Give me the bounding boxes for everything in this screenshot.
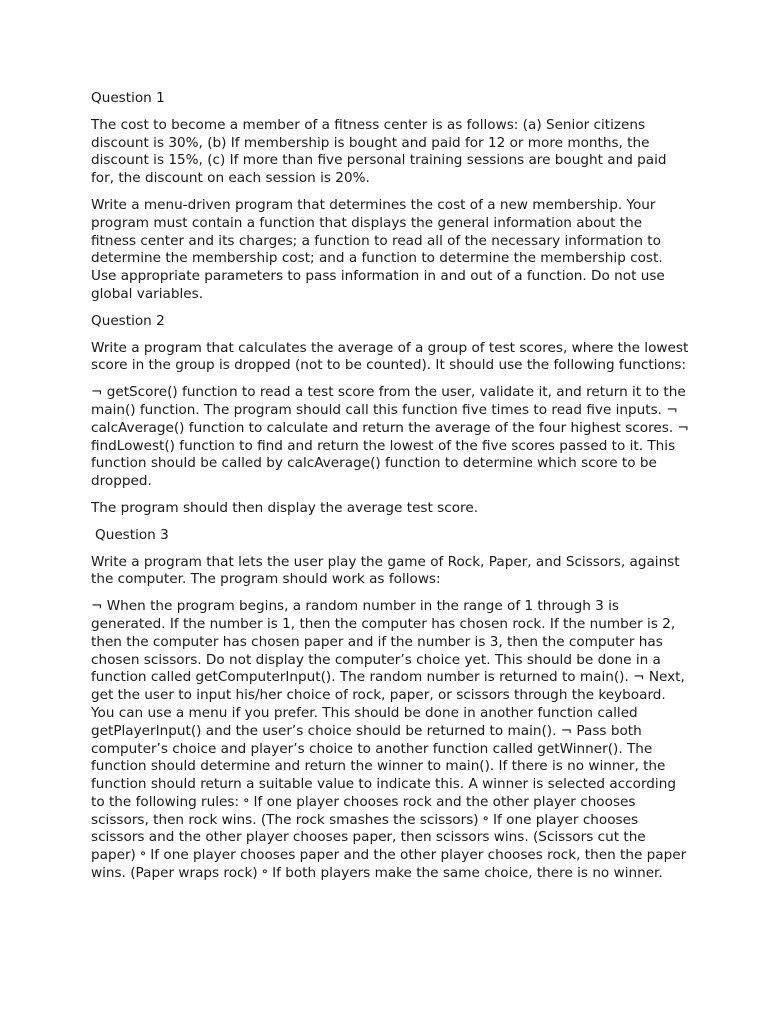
question-2-section [91, 313, 691, 518]
question-2-paragraph-3: The program should then display the average test score. [91, 499, 479, 516]
question-1-heading: Question 1 [91, 90, 165, 106]
question-3-section [91, 527, 691, 883]
question-2-paragraph-2: ¬ getScore() function to read a test score from the user, validate it, and return it to the main() function. The program should call this function five times to read five inputs. ¬ calcAverage() function to calculate and return the average of the four highest scores. ¬ findLowest() function to find and return the lowest of the five scores passed to it. This function should be called by calcAverage() function to determine which score to be dropped. [91, 384, 689, 490]
question-1-section [91, 90, 691, 304]
question-3-heading: Question 3 [95, 526, 169, 543]
question-1-paragraph-2: Write a menu-driven program that determines the cost of a new membership. Your program must contain a function that displays the general information about the fitness center and its charges; a function to read all of the necessary information to determine the membership cost; and a function to determine the membership cost. Use appropriate parameters to pass information in and out of a function. Do not use global variables. [91, 196, 665, 302]
question-3-paragraph-1: Write a program that lets the user play the game of Rock, Paper, and Scissors, against the computer. The program should work as follows: [91, 553, 680, 588]
question-1-paragraph-1: The cost to become a member of a fitness center is as follows: (a) Senior citizens discount is 30%, (b) If membership is bought and paid for 12 or more months, the discount is 15%, (c) If more than five personal training sessions are bought and paid for, the discount on each session is 20%. [91, 116, 667, 187]
document-page [91, 90, 691, 892]
question-3-paragraph-2: ¬ When the program begins, a random number in the range of 1 through 3 is generated. If the number is 1, then the computer has chosen rock. If the number is 2, then the computer has chosen paper and if the number is 3, then the computer has chosen scissors. Do not display the computer’s choice yet. This should be done in a function called getComputerInput(). The random number is returned to main(). ¬ Next, get the user to input his/her choice of rock, paper, or scissors through the keyboard. You can use a menu if you prefer. This should be done in another function called getPlayerInput() and the user’s choice should be returned to main(). ¬ Pass both computer’s choice and player’s choice to another function called getWinner(). The function should determine and return the winner to main(). If there is no winner, the function should return a suitable value to indicate this. A winner is selected according to the following rules: ॰ If one player chooses rock and the other player chooses scissors, then rock wins. (The rock smashes the scissors) ॰ If one player chooses scissors and the other player chooses paper, then scissors wins. (Scissors cut the paper) ॰ If one player chooses paper and the other player chooses rock, then the paper wins. (Paper wraps rock) ॰ If both players make the same choice, there is no winner. [91, 598, 687, 882]
question-2-paragraph-1: Write a program that calculates the average of a group of test scores, where the lowest score in the group is dropped (not to be counted). It should use the following functions: [91, 339, 689, 374]
question-2-heading: Question 2 [91, 312, 165, 329]
